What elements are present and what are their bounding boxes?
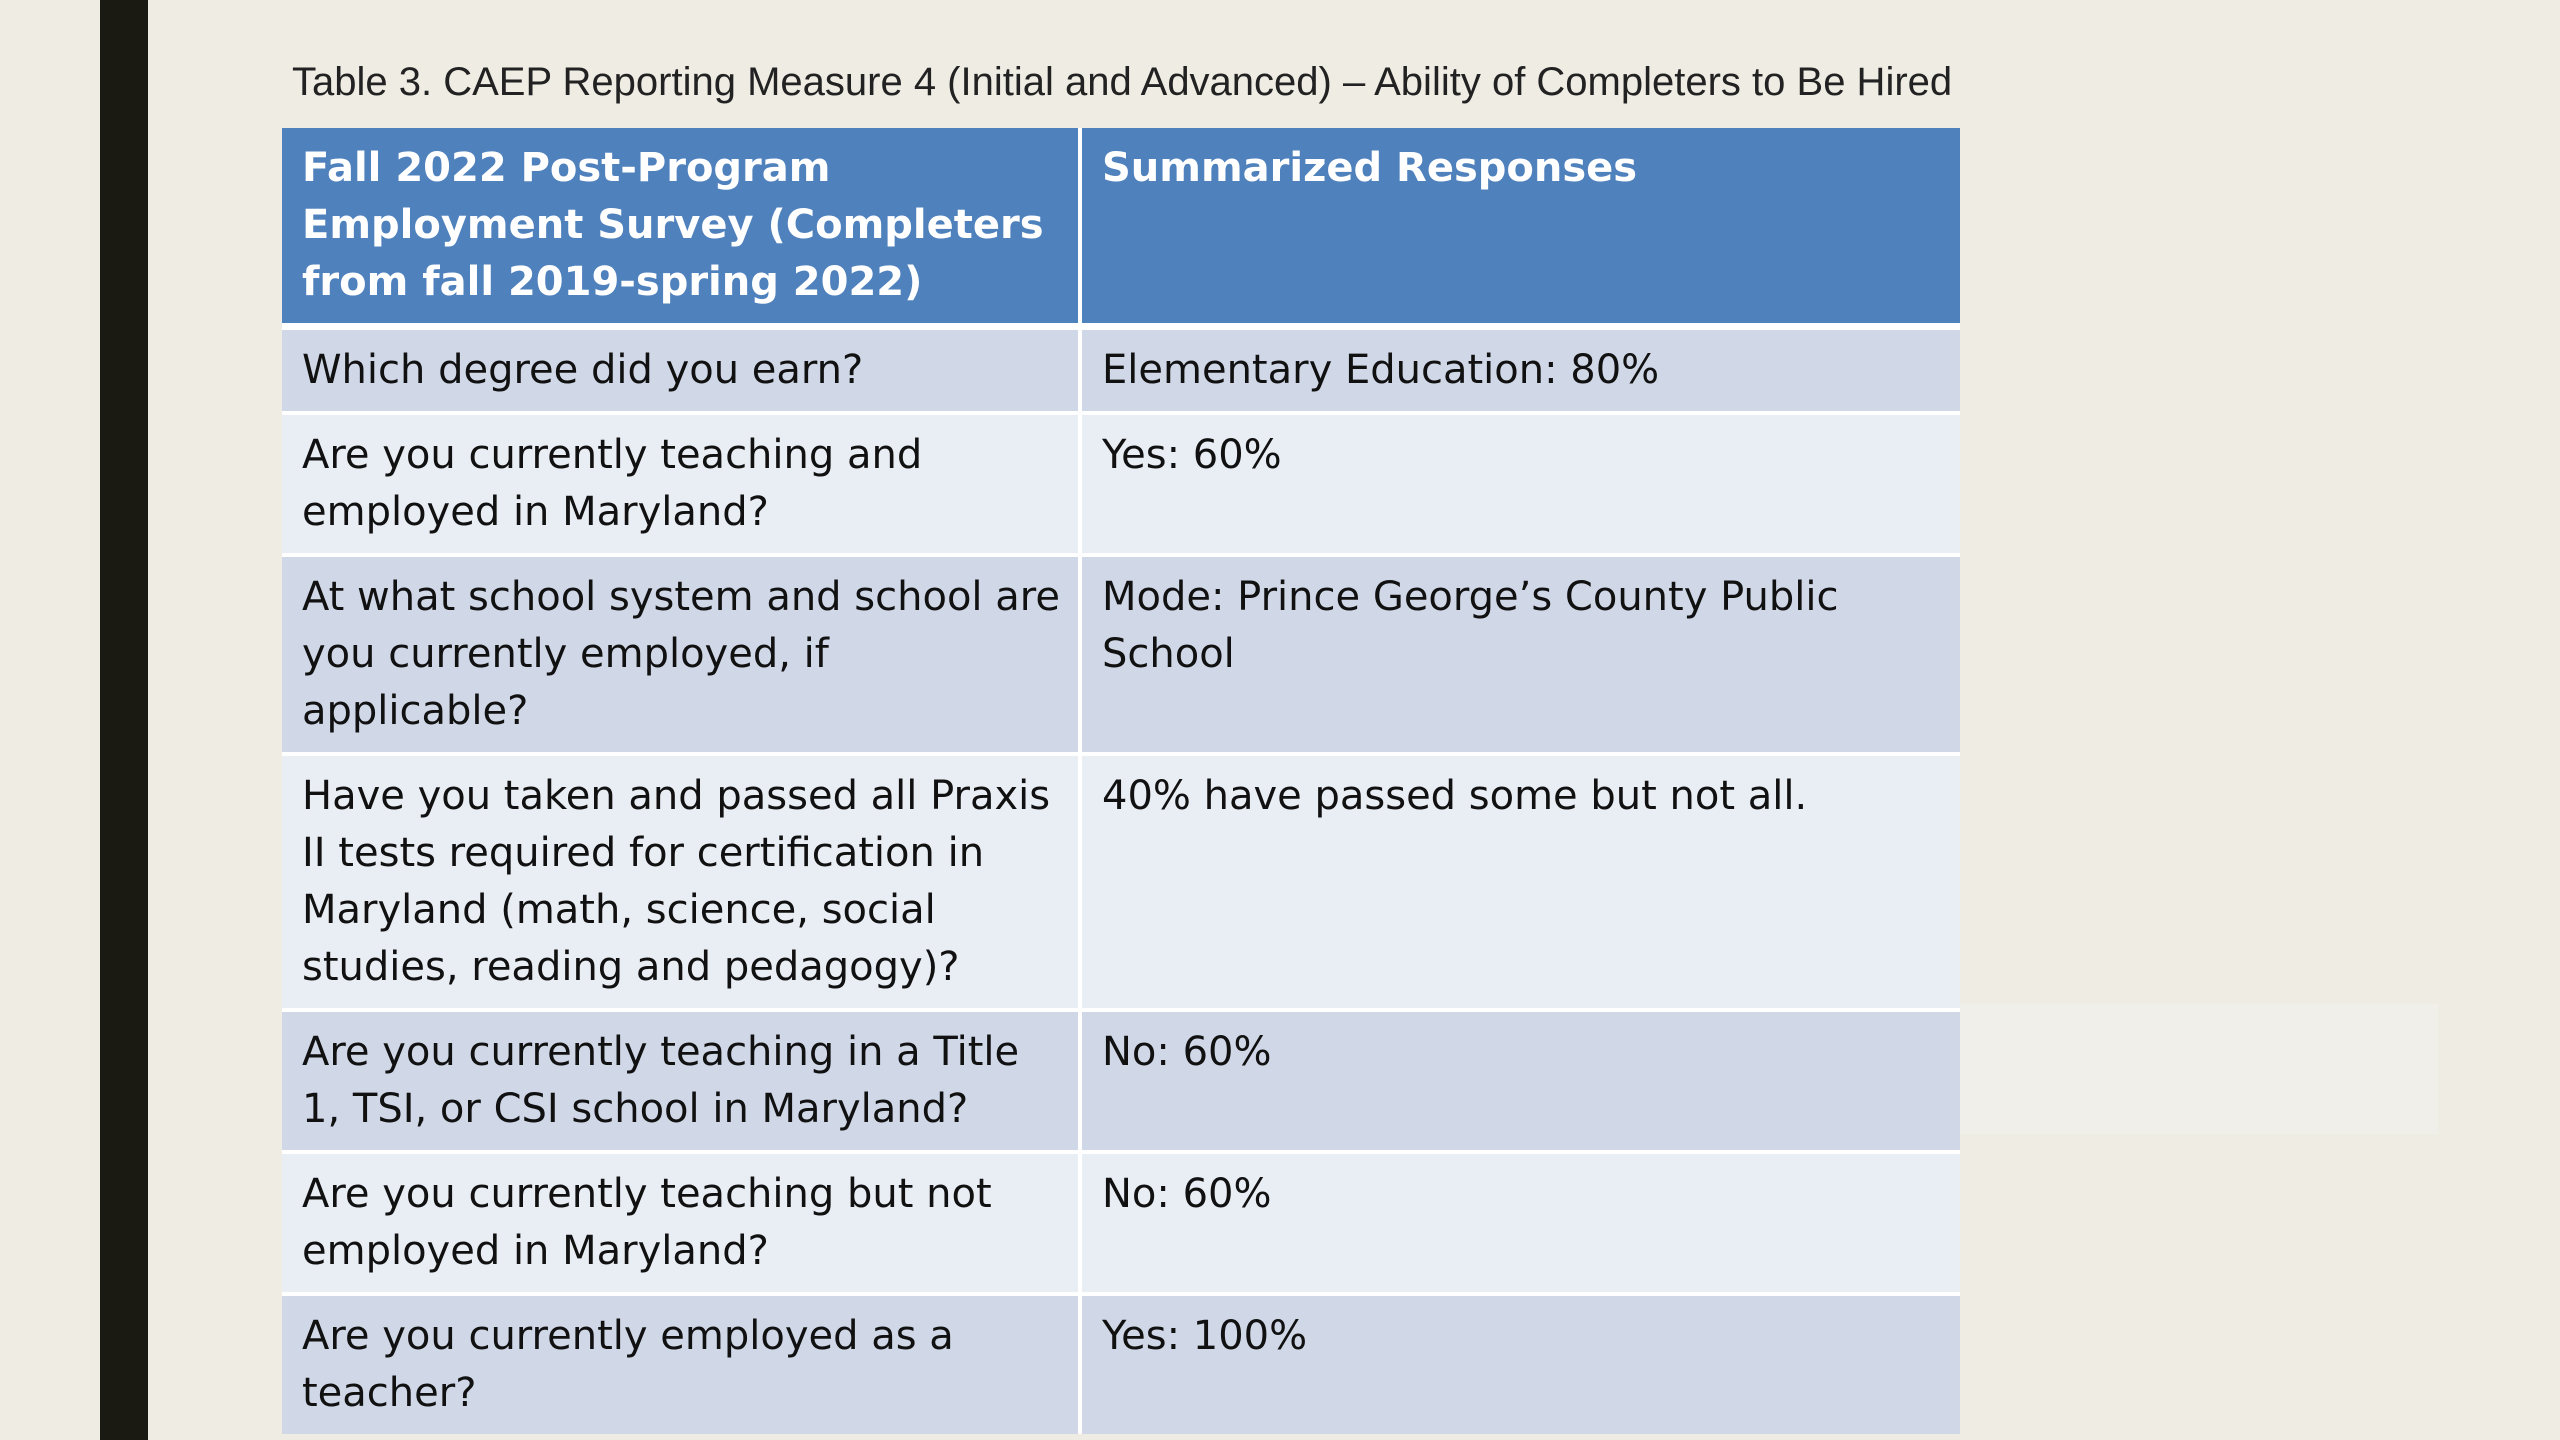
table-row [282, 1154, 1960, 1296]
question-cell: Are you currently teaching and employed in Maryland? [282, 415, 1082, 557]
response-cell: Yes: 60% [1082, 415, 1960, 557]
question-cell: Have you taken and passed all Praxis II tests required for certification in Maryland (math, science, social studies, reading and pedagogy)? [282, 756, 1082, 1012]
question-cell: Are you currently employed as a teacher? [282, 1296, 1082, 1434]
response-cell: No: 60% [1082, 1154, 1960, 1296]
header-survey: Fall 2022 Post-Program Employment Survey (Completers from fall 2019-spring 2022) [282, 128, 1082, 330]
response-cell: No: 60% [1082, 1012, 1960, 1154]
table-header-row [282, 128, 1960, 330]
response-cell: Elementary Education: 80% [1082, 330, 1960, 415]
question-cell: Which degree did you earn? [282, 330, 1082, 415]
table-row [282, 415, 1960, 557]
table-row [282, 1012, 1960, 1154]
question-cell: Are you currently teaching in a Title 1, TSI, or CSI school in Maryland? [282, 1012, 1082, 1154]
table-row [282, 330, 1960, 415]
response-cell: 40% have passed some but not all. [1082, 756, 1960, 1012]
table-row [282, 1296, 1960, 1434]
header-responses: Summarized Responses [1082, 128, 1960, 330]
question-cell: Are you currently teaching but not employed in Maryland? [282, 1154, 1082, 1296]
survey-results-table [282, 128, 1960, 1434]
question-cell: At what school system and school are you currently employed, if applicable? [282, 557, 1082, 756]
slide-left-accent-bar [100, 0, 148, 1440]
decorative-faint-box [1960, 1004, 2438, 1134]
response-cell: Yes: 100% [1082, 1296, 1960, 1434]
table-row [282, 557, 1960, 756]
response-cell: Mode: Prince George’s County Public School [1082, 557, 1960, 756]
table-row [282, 756, 1960, 1012]
table-caption: Table 3. CAEP Reporting Measure 4 (Initial and Advanced) – Ability of Completers to Be Hired [292, 60, 1953, 104]
